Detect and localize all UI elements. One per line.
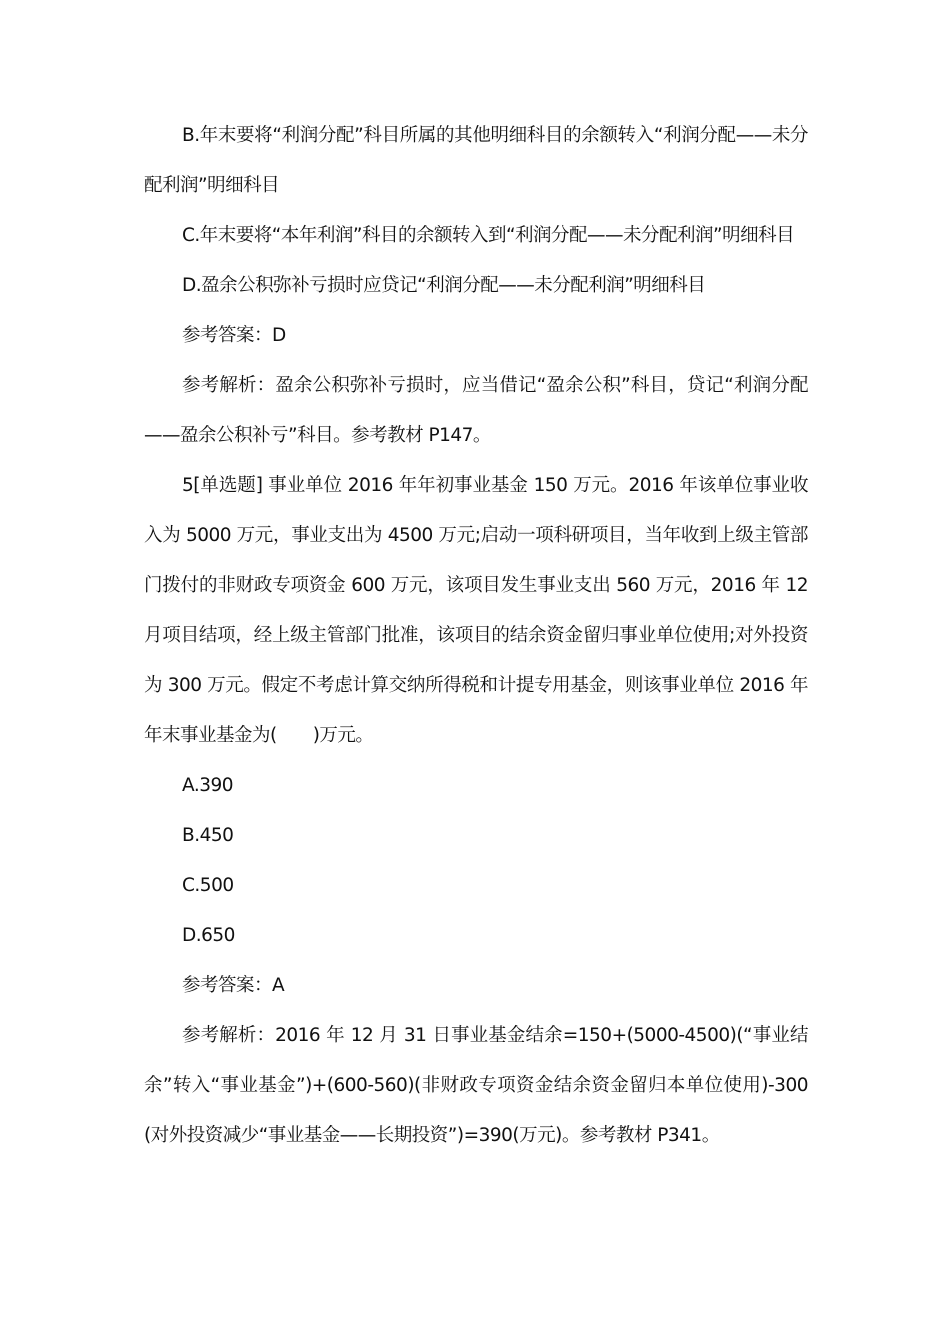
reference-answer: 参考答案：A: [182, 975, 285, 996]
option-b: B.450: [182, 825, 234, 846]
option-b: B.年末要将“利润分配”科目所属的其他明细科目的余额转入“利润分配——未分配利润”明细科目: [144, 125, 808, 196]
option-c: C.年末要将“本年利润”科目的余额转入到“利润分配——未分配利润”明细科目: [182, 225, 795, 246]
option-c: C.500: [182, 875, 234, 896]
document-body: [144, 111, 808, 1161]
reference-answer: 参考答案：D: [182, 325, 286, 346]
reference-explanation: 参考解析：2016 年 12 月 31 日事业基金结余=150+(5000-4500)(“事业结余”转入“事业基金”)+(600-560)(非财政专项资金结余资金留归本单位使用)-300(对外投资减少“事业基金——长期投资”)=390(万元)。参考教材 P341。: [144, 1025, 808, 1146]
reference-explanation: 参考解析：盈余公积弥补亏损时，应当借记“盈余公积”科目，贷记“利润分配——盈余公积补亏”科目。参考教材 P147。: [144, 375, 808, 446]
option-a: A.390: [182, 775, 234, 796]
option-d: D.盈余公积弥补亏损时应贷记“利润分配——未分配利润”明细科目: [182, 275, 706, 296]
option-d: D.650: [182, 925, 235, 946]
question-5: 5[单选题] 事业单位 2016 年年初事业基金 150 万元。2016 年该单位事业收入为 5000 万元，事业支出为 4500 万元;启动一项科研项目，当年收到上级主管部门拨付的非财政专项资金 600 万元，该项目发生事业支出 560 万元，2016 年 12 月项目结项，经上级主管部门批准，该项目的结余资金留归事业单位使用;对外投资为 300 万元。假定不考虑计算交纳所得税和计提专用基金，则该事业单位 2016 年年末事业基金为( )万元。: [144, 475, 808, 746]
